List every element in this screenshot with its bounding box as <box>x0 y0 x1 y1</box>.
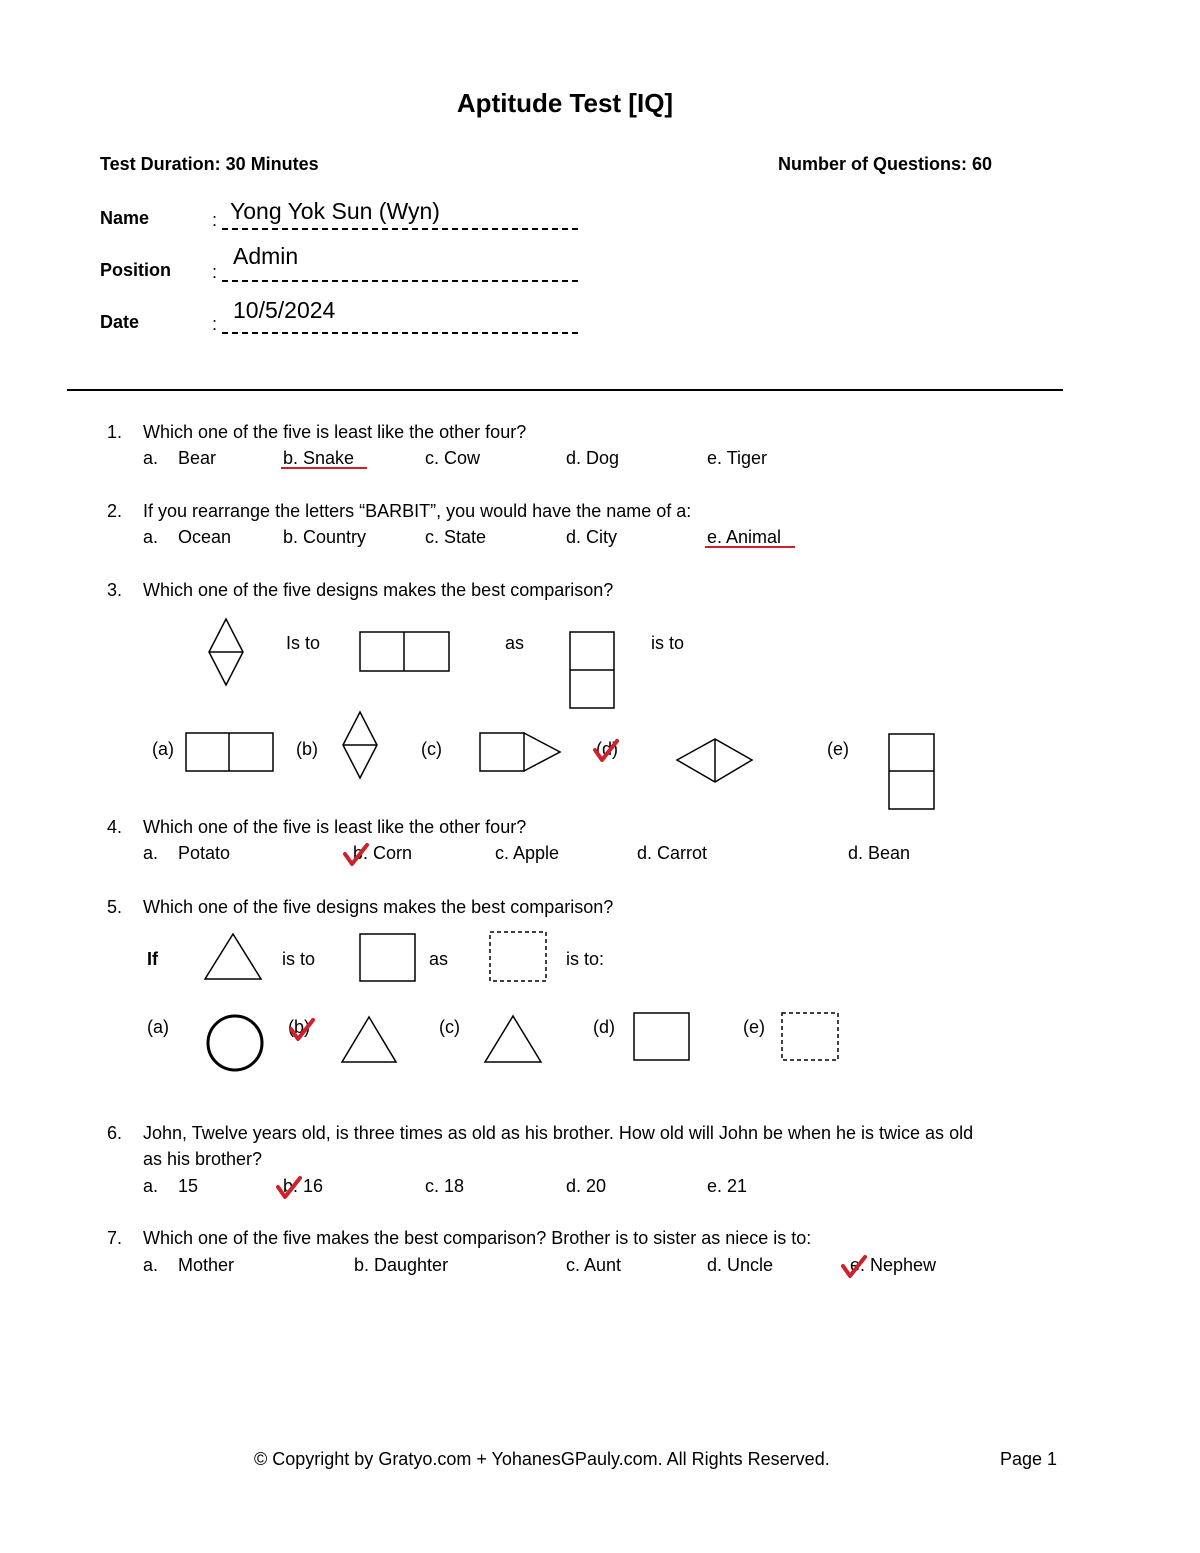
name-field[interactable]: Yong Yok Sun (Wyn) <box>230 198 440 224</box>
date-field[interactable]: 10/5/2024 <box>233 297 336 323</box>
position-colon: : <box>212 262 218 282</box>
q7-answer-checkmark-icon <box>840 1254 870 1280</box>
q3-option-c-figure[interactable] <box>478 731 564 775</box>
q5-option-e-figure[interactable] <box>780 1011 842 1063</box>
q7-option-a-letter: a. <box>143 1255 159 1275</box>
q2-option-e[interactable]: e. Animal <box>707 527 782 547</box>
position-underline <box>222 280 578 282</box>
q5-option-a-label[interactable]: (a) <box>147 1017 169 1037</box>
name-colon: : <box>212 210 218 230</box>
position-label: Position <box>100 260 171 280</box>
q6-option-e[interactable]: e. 21 <box>707 1176 748 1196</box>
q4-text: Which one of the five is least like the other four? <box>143 817 527 837</box>
q6-text-line1: John, Twelve years old, is three times as old as his brother. How old will John be when he is twice as old <box>143 1123 974 1143</box>
q3-is-to-label-2: is to <box>651 633 685 653</box>
q3-option-e-label[interactable]: (e) <box>827 739 849 759</box>
date-label: Date <box>100 312 140 332</box>
q6-option-a-letter: a. <box>143 1176 159 1196</box>
q4-answer-checkmark-icon <box>342 842 372 868</box>
q3-text: Which one of the five designs makes the best comparison? <box>143 580 614 600</box>
q5-as-label: as <box>429 949 449 969</box>
q2-answer-underline <box>705 546 795 548</box>
page-title: Aptitude Test [IQ] <box>456 88 674 118</box>
q7-option-c[interactable]: c. Aunt <box>566 1255 622 1275</box>
test-duration: Test Duration: 30 Minutes <box>100 154 319 174</box>
q7-text: Which one of the five makes the best comparison? Brother is to sister as niece is to: <box>143 1228 812 1248</box>
q5-option-b-label[interactable]: (b) <box>288 1017 310 1037</box>
footer-page-number: Page 1 <box>1000 1449 1058 1469</box>
q2-number: 2. <box>107 501 123 521</box>
name-underline <box>222 228 578 230</box>
q1-option-d[interactable]: d. Dog <box>566 448 620 468</box>
q5-option-c-label[interactable]: (c) <box>439 1017 460 1037</box>
q2-text: If you rearrange the letters “BARBIT”, you would have the name of a: <box>143 501 692 521</box>
q3-horizontal-split-rect <box>358 630 452 674</box>
q5-option-d-label[interactable]: (d) <box>593 1017 615 1037</box>
q5-if-label: If <box>147 949 158 969</box>
q3-answer-checkmark-icon <box>592 738 622 764</box>
q3-option-e-figure[interactable] <box>887 732 937 812</box>
date-colon: : <box>212 314 218 334</box>
q1-answer-underline <box>281 467 367 469</box>
q5-dashed-square-figure <box>488 930 550 984</box>
q7-number: 7. <box>107 1228 123 1248</box>
q2-option-c[interactable]: c. State <box>425 527 487 547</box>
q5-answer-checkmark-icon <box>288 1017 318 1043</box>
q1-text: Which one of the five is least like the other four? <box>143 422 527 442</box>
q3-option-a-figure[interactable] <box>184 731 276 775</box>
q6-option-d[interactable]: d. 20 <box>566 1176 607 1196</box>
q6-number: 6. <box>107 1123 123 1143</box>
q1-option-a[interactable]: Bear <box>178 448 217 468</box>
q4-option-a-letter: a. <box>143 843 159 863</box>
q1-option-e[interactable]: e. Tiger <box>707 448 768 468</box>
q4-option-c[interactable]: c. Apple <box>495 843 560 863</box>
q4-option-d[interactable]: d. Carrot <box>637 843 708 863</box>
q7-option-e[interactable]: e. Nephew <box>850 1255 937 1275</box>
q6-option-b[interactable]: b. 16 <box>283 1176 324 1196</box>
q3-option-b-label[interactable]: (b) <box>296 739 318 759</box>
q3-option-a-label[interactable]: (a) <box>152 739 174 759</box>
q7-option-a[interactable]: Mother <box>178 1255 235 1275</box>
q7-option-d[interactable]: d. Uncle <box>707 1255 774 1275</box>
q3-option-d-label[interactable]: (d) <box>596 739 618 759</box>
q6-text-line2: as his brother? <box>143 1149 263 1169</box>
q2-option-d[interactable]: d. City <box>566 527 618 547</box>
q5-is-to-label: is to <box>282 949 316 969</box>
q1-number: 1. <box>107 422 123 442</box>
q2-option-b[interactable]: b. Country <box>283 527 367 547</box>
q6-answer-checkmark-icon <box>275 1175 305 1201</box>
date-underline <box>222 332 578 334</box>
q2-option-a-letter: a. <box>143 527 159 547</box>
q3-vertical-split-rect <box>568 630 618 712</box>
q1-option-a-letter: a. <box>143 448 159 468</box>
section-divider <box>67 389 1063 391</box>
q5-option-c-figure[interactable] <box>482 1014 544 1066</box>
q3-number: 3. <box>107 580 123 600</box>
q1-option-c[interactable]: c. Cow <box>425 448 481 468</box>
q4-number: 4. <box>107 817 123 837</box>
q3-is-to-label: Is to <box>286 633 321 653</box>
q5-triangle-figure <box>202 932 264 982</box>
name-label: Name <box>100 208 150 228</box>
q5-square-figure <box>358 932 418 984</box>
q1-option-b[interactable]: b. Snake <box>283 448 355 468</box>
q3-option-b-figure[interactable] <box>339 710 381 780</box>
position-field[interactable]: Admin <box>233 243 299 269</box>
footer-copyright: © Copyright by Gratyo.com + YohanesGPauly.com. All Rights Reserved. <box>254 1449 830 1469</box>
q7-option-b[interactable]: b. Daughter <box>354 1255 449 1275</box>
q5-is-to-label-2: is to: <box>566 949 605 969</box>
q4-option-a[interactable]: Potato <box>178 843 231 863</box>
q4-option-e[interactable]: d. Bean <box>848 843 911 863</box>
q3-as-label: as <box>505 633 525 653</box>
q6-option-c[interactable]: c. 18 <box>425 1176 465 1196</box>
q2-option-a[interactable]: Ocean <box>178 527 232 547</box>
q5-number: 5. <box>107 897 123 917</box>
q4-option-b[interactable]: b. Corn <box>353 843 413 863</box>
q6-option-a[interactable]: 15 <box>178 1176 199 1196</box>
q5-option-a-figure[interactable] <box>205 1013 267 1075</box>
q5-option-d-figure[interactable] <box>632 1011 692 1063</box>
q5-text: Which one of the five designs makes the best comparison? <box>143 897 614 917</box>
number-of-questions: Number of Questions: 60 <box>778 154 993 174</box>
q5-option-e-label[interactable]: (e) <box>743 1017 765 1037</box>
q3-diamond-figure <box>205 617 247 687</box>
q3-option-c-label[interactable]: (c) <box>421 739 442 759</box>
q5-option-b-figure[interactable] <box>339 1015 399 1065</box>
q3-option-d-figure[interactable] <box>675 737 755 785</box>
